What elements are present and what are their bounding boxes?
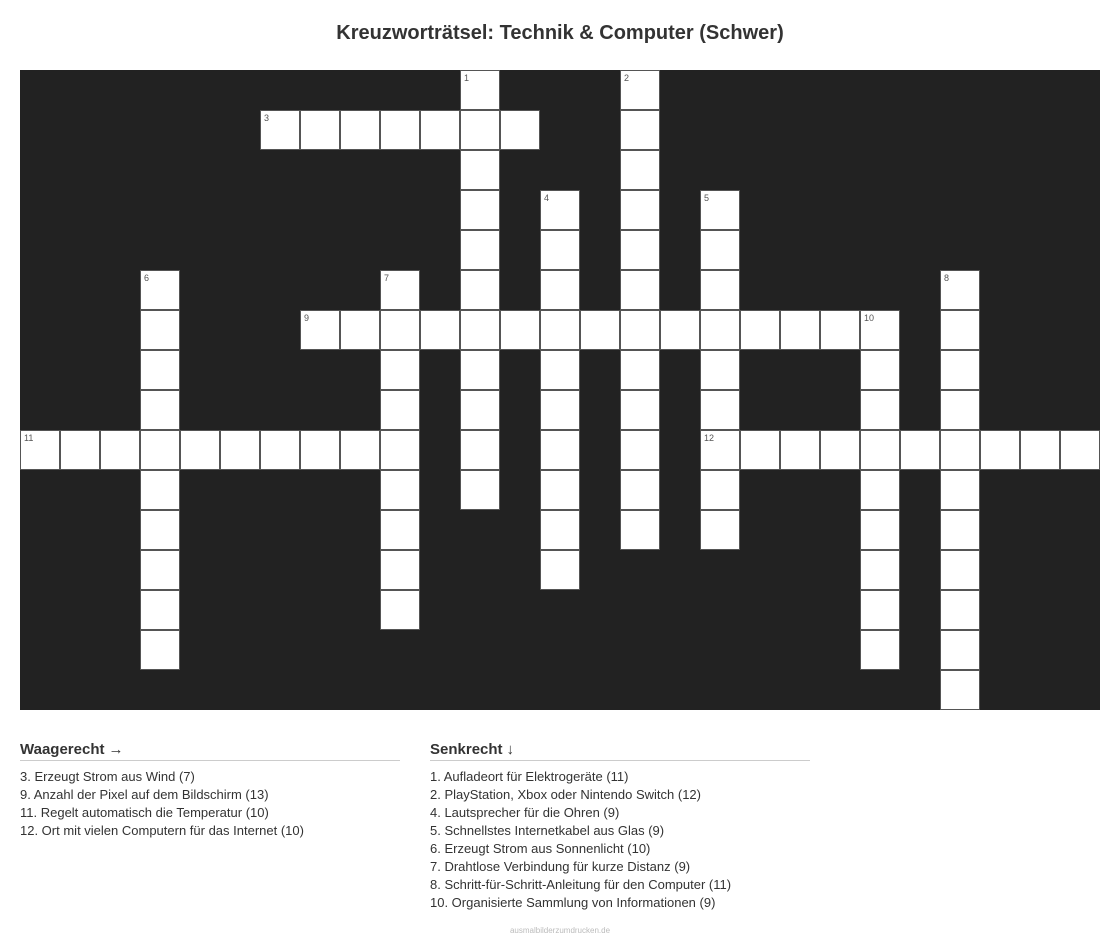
crossword-cell[interactable]: [140, 510, 180, 550]
crossword-cell[interactable]: [540, 390, 580, 430]
clue-item: 12. Ort mit vielen Computern für das Internet (10): [20, 823, 304, 838]
crossword-cell[interactable]: [820, 430, 860, 470]
crossword-cell[interactable]: [60, 430, 100, 470]
crossword-cell[interactable]: [420, 310, 460, 350]
crossword-cell[interactable]: [620, 470, 660, 510]
crossword-cell[interactable]: [620, 270, 660, 310]
crossword-cell[interactable]: [940, 390, 980, 430]
crossword-cell[interactable]: [940, 350, 980, 390]
crossword-cell[interactable]: [700, 190, 740, 230]
crossword-cell[interactable]: [940, 510, 980, 550]
crossword-cell[interactable]: [620, 190, 660, 230]
crossword-cell[interactable]: [380, 350, 420, 390]
crossword-cell[interactable]: [300, 430, 340, 470]
crossword-cell[interactable]: [860, 630, 900, 670]
crossword-cell[interactable]: [460, 150, 500, 190]
clue-number: 7: [384, 273, 390, 283]
clue-number: 4: [544, 193, 550, 203]
clue-number: 5: [704, 193, 710, 203]
crossword-cell[interactable]: [540, 230, 580, 270]
clue-number: 12: [704, 433, 715, 443]
crossword-cell[interactable]: [420, 110, 460, 150]
crossword-cell[interactable]: [140, 550, 180, 590]
clue-item: 6. Erzeugt Strom aus Sonnenlicht (10): [430, 841, 651, 856]
crossword-cell[interactable]: [620, 70, 660, 110]
clue-number: 9: [304, 313, 310, 323]
crossword-cell[interactable]: [700, 470, 740, 510]
crossword-cell[interactable]: [380, 470, 420, 510]
crossword-cell[interactable]: [180, 430, 220, 470]
crossword-cell[interactable]: [540, 470, 580, 510]
crossword-cell[interactable]: [500, 110, 540, 150]
crossword-cell[interactable]: [940, 470, 980, 510]
crossword-cell[interactable]: [380, 590, 420, 630]
crossword-cell[interactable]: [700, 310, 740, 350]
crossword-cell[interactable]: [940, 590, 980, 630]
crossword-cell[interactable]: [340, 110, 380, 150]
crossword-cell[interactable]: [860, 470, 900, 510]
page-title: Kreuzworträtsel: Technik & Computer (Schwer): [336, 22, 784, 44]
crossword-cell[interactable]: [380, 510, 420, 550]
crossword-cell[interactable]: [140, 350, 180, 390]
crossword-cell[interactable]: [380, 110, 420, 150]
crossword-cell[interactable]: [540, 350, 580, 390]
crossword-cell[interactable]: [340, 430, 380, 470]
crossword-cell[interactable]: [460, 230, 500, 270]
crossword-cell[interactable]: [860, 390, 900, 430]
crossword-cell[interactable]: [620, 510, 660, 550]
crossword-cell[interactable]: [700, 510, 740, 550]
crossword-cell[interactable]: [620, 150, 660, 190]
crossword-cell[interactable]: [1020, 430, 1060, 470]
clue-number: 6: [144, 273, 150, 283]
crossword-cell[interactable]: [980, 430, 1020, 470]
crossword-cell[interactable]: [620, 350, 660, 390]
clue-item: 11. Regelt automatisch die Temperatur (10): [20, 805, 269, 820]
crossword-cell[interactable]: [140, 590, 180, 630]
crossword-cell[interactable]: [820, 310, 860, 350]
clue-item: 5. Schnellstes Internetkabel aus Glas (9): [430, 823, 665, 838]
crossword-cell[interactable]: [300, 110, 340, 150]
crossword-cell[interactable]: [540, 270, 580, 310]
crossword-cell[interactable]: [940, 430, 980, 470]
crossword-cell[interactable]: [1060, 430, 1100, 470]
crossword-cell[interactable]: [940, 550, 980, 590]
clue-item: 8. Schritt-für-Schritt-Anleitung für den Computer (11): [430, 877, 732, 892]
clue-item: 7. Drahtlose Verbindung für kurze Distanz (9): [430, 859, 691, 874]
crossword-cell[interactable]: [620, 310, 660, 350]
crossword-cell[interactable]: [620, 110, 660, 150]
crossword-cell[interactable]: [460, 390, 500, 430]
crossword-cell[interactable]: [380, 310, 420, 350]
crossword-cell[interactable]: [260, 110, 300, 150]
crossword-cell[interactable]: [300, 310, 340, 350]
crossword-cell[interactable]: [700, 270, 740, 310]
clues-down-section: [430, 740, 810, 912]
crossword-cell[interactable]: [460, 430, 500, 470]
clue-number: 11: [24, 433, 34, 443]
crossword-cell[interactable]: [700, 350, 740, 390]
clues-across-section: [20, 740, 400, 840]
clue-number: 1: [464, 73, 470, 83]
crossword-cell[interactable]: [460, 470, 500, 510]
crossword-cell[interactable]: [700, 390, 740, 430]
right-arrow-icon: →: [108, 741, 124, 758]
crossword-cell[interactable]: [740, 430, 780, 470]
clue-item: 4. Lautsprecher für die Ohren (9): [430, 805, 620, 820]
crossword-cell[interactable]: [620, 230, 660, 270]
clues-across-list: [20, 768, 400, 840]
crossword-cell[interactable]: [380, 550, 420, 590]
clue-item: 3. Erzeugt Strom aus Wind (7): [20, 769, 195, 784]
crossword-cell[interactable]: [260, 430, 300, 470]
crossword-cell[interactable]: [940, 310, 980, 350]
crossword-cell[interactable]: [140, 430, 180, 470]
crossword-cell[interactable]: [860, 350, 900, 390]
crossword-cell[interactable]: [540, 190, 580, 230]
footer-credit: ausmalbilderzumdrucken.de: [509, 926, 611, 935]
crossword-cell[interactable]: [940, 630, 980, 670]
down-arrow-icon: ↓: [506, 741, 515, 758]
crossword-cell[interactable]: [940, 270, 980, 310]
clue-number: 3: [264, 113, 270, 123]
crossword-cell[interactable]: [460, 350, 500, 390]
crossword-cell[interactable]: [140, 270, 180, 310]
crossword-cell[interactable]: [540, 510, 580, 550]
clues-down-list: [430, 768, 810, 912]
clues-down-heading: [430, 740, 810, 761]
crossword-cell[interactable]: [460, 310, 500, 350]
crossword-cell[interactable]: [380, 430, 420, 470]
clue-number: 8: [944, 273, 950, 283]
crossword-cell[interactable]: [940, 670, 980, 710]
crossword-cell[interactable]: [540, 430, 580, 470]
crossword-cell[interactable]: [780, 310, 820, 350]
crossword-cell[interactable]: [140, 470, 180, 510]
clues-across-heading-label: Waagerecht: [20, 741, 105, 758]
crossword-cell[interactable]: [100, 430, 140, 470]
crossword-cell[interactable]: [380, 390, 420, 430]
crossword-cell[interactable]: [900, 430, 940, 470]
crossword-cell[interactable]: [500, 310, 540, 350]
crossword-cell[interactable]: [460, 110, 500, 150]
crossword-cell[interactable]: [20, 430, 60, 470]
crossword-cell[interactable]: [540, 550, 580, 590]
crossword-cell[interactable]: [460, 190, 500, 230]
crossword-cell[interactable]: [780, 430, 820, 470]
clue-number: 2: [624, 73, 630, 83]
clues-down-heading-label: Senkrecht: [430, 741, 503, 758]
crossword-cell[interactable]: [660, 310, 700, 350]
clue-item: 1. Aufladeort für Elektrogeräte (11): [430, 769, 629, 784]
crossword-cell[interactable]: [380, 270, 420, 310]
crossword-cell[interactable]: [220, 430, 260, 470]
crossword-cell[interactable]: [700, 430, 740, 470]
crossword-cell[interactable]: [620, 430, 660, 470]
crossword-cell[interactable]: [860, 310, 900, 350]
crossword-cell[interactable]: [860, 550, 900, 590]
crossword-grid: [20, 70, 1100, 710]
crossword-cell[interactable]: [860, 510, 900, 550]
clue-item: 10. Organisierte Sammlung von Informationen (9): [430, 895, 716, 910]
crossword-cell[interactable]: [700, 230, 740, 270]
crossword-cell[interactable]: [740, 310, 780, 350]
crossword-cell[interactable]: [340, 310, 380, 350]
crossword-cell[interactable]: [860, 430, 900, 470]
crossword-cell[interactable]: [540, 310, 580, 350]
crossword-cell[interactable]: [460, 270, 500, 310]
clue-item: 2. PlayStation, Xbox oder Nintendo Switch (12): [430, 787, 701, 802]
crossword-cell[interactable]: [860, 590, 900, 630]
clues-across-heading: [20, 740, 400, 761]
crossword-cell[interactable]: [620, 390, 660, 430]
crossword-cell[interactable]: [460, 70, 500, 110]
crossword-cell[interactable]: [580, 310, 620, 350]
crossword-cell[interactable]: [140, 630, 180, 670]
crossword-cell[interactable]: [140, 390, 180, 430]
clue-item: 9. Anzahl der Pixel auf dem Bildschirm (13): [20, 787, 269, 802]
clue-number: 10: [864, 313, 875, 323]
crossword-cell[interactable]: [140, 310, 180, 350]
